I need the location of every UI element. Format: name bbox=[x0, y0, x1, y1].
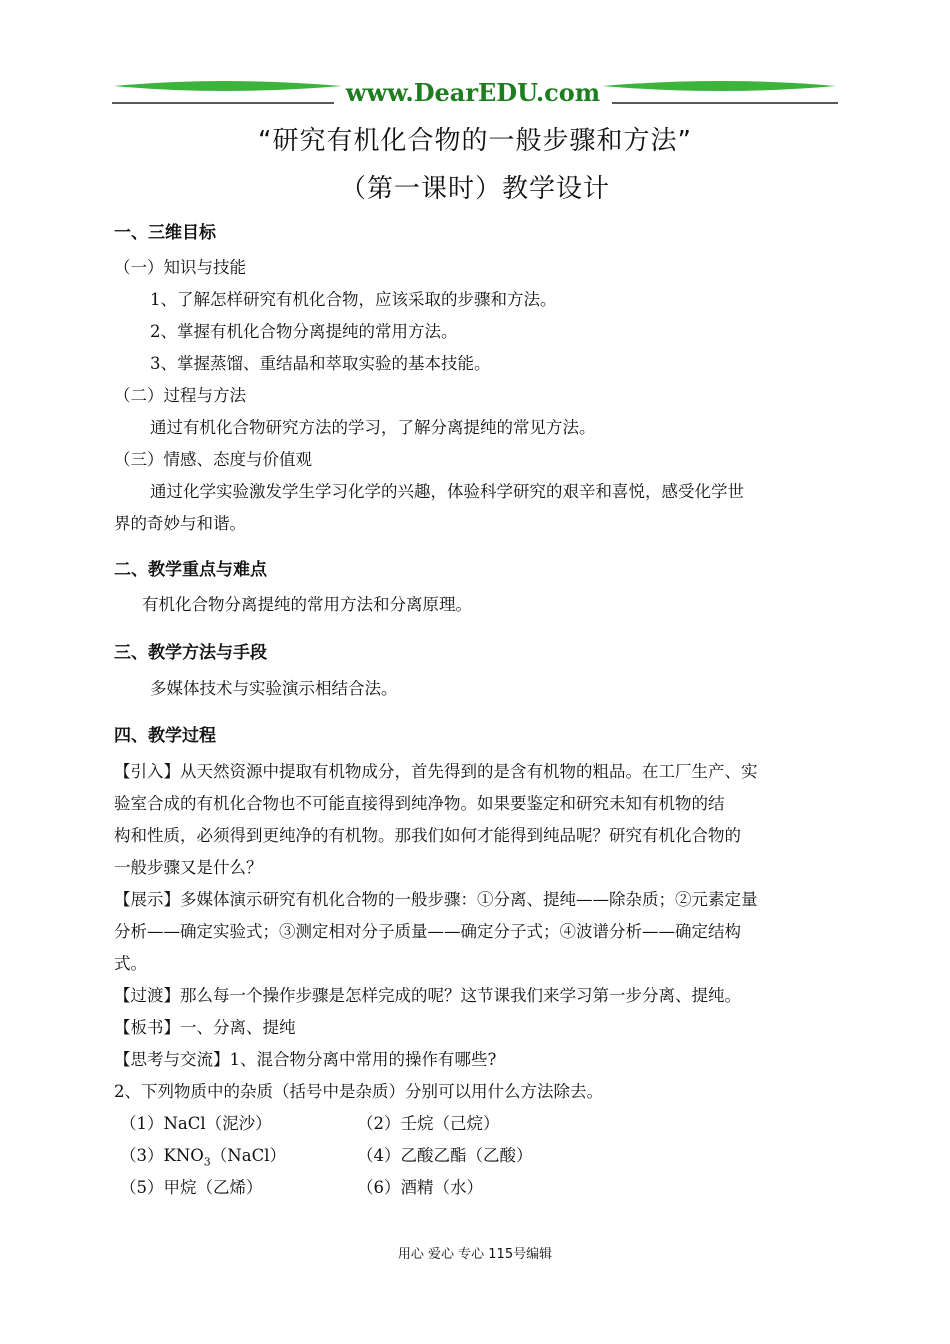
think-text: 1、混合物分离中常用的操作有哪些? bbox=[229, 1050, 497, 1069]
sub-heading-process: （二）过程与方法 bbox=[114, 386, 246, 405]
question-2: 2、下列物质中的杂质（括号中是杂质）分别可以用什么方法除去。 bbox=[114, 1082, 603, 1101]
show-line-2: 分析——确定实验式；③测定相对分子质量——确定分子式；④波谱分析——确定结构 bbox=[114, 922, 741, 941]
pair-1-b: （2）壬烷（己烷） bbox=[357, 1114, 500, 1133]
board-line bbox=[114, 1012, 296, 1044]
intro-line-2: 验室合成的有机化合物也不可能直接得到纯净物。如果要鉴定和研究未知有机物的结 bbox=[114, 794, 725, 813]
knowledge-item-2: 2、掌握有机化合物分离提纯的常用方法。 bbox=[150, 322, 458, 341]
show-tag: 【展示】 bbox=[114, 890, 180, 909]
transition-tag: 【过渡】 bbox=[114, 986, 180, 1005]
pair-2-a-sub: 3 bbox=[203, 1155, 211, 1169]
pair-2-a-post: （NaCl） bbox=[210, 1146, 286, 1165]
right-leaf-icon bbox=[602, 81, 836, 91]
board-tag: 【板书】 bbox=[114, 1018, 180, 1037]
think-tag: 【思考与交流】 bbox=[114, 1050, 230, 1069]
section3-heading: 三、教学方法与手段 bbox=[114, 643, 267, 663]
pair-3-a: （5）甲烷（乙烯） bbox=[120, 1178, 263, 1197]
show-line-1 bbox=[114, 884, 758, 916]
intro-text-1: 从天然资源中提取有机物成分，首先得到的是含有机物的粗品。在工厂生产、实 bbox=[180, 762, 758, 781]
attitude-text-line2: 界的奇妙与和谐。 bbox=[114, 514, 246, 533]
left-leaf-icon bbox=[114, 81, 342, 91]
site-banner bbox=[112, 74, 838, 114]
transition-text: 那么每一个操作步骤是怎样完成的呢？这节课我们来学习第一步分离、提纯。 bbox=[180, 986, 741, 1005]
knowledge-item-1: 1、了解怎样研究有机化合物，应该采取的步骤和方法。 bbox=[150, 290, 557, 309]
pair-2-a-pre: （3）KNO bbox=[120, 1146, 204, 1165]
show-text-1: 多媒体演示研究有机化合物的一般步骤：①分离、提纯——除杂质；②元素定量 bbox=[180, 890, 758, 909]
knowledge-item-3: 3、掌握蒸馏、重结晶和萃取实验的基本技能。 bbox=[150, 354, 491, 373]
pair-3-b: （6）酒精（水） bbox=[357, 1178, 483, 1197]
process-text: 通过有机化合物研究方法的学习，了解分离提纯的常见方法。 bbox=[150, 418, 596, 437]
section3-text: 多媒体技术与实验演示相结合法。 bbox=[150, 679, 398, 698]
pair-2-b: （4）乙酸乙酯（乙酸） bbox=[357, 1146, 533, 1165]
attitude-text-line1: 通过化学实验激发学生学习化学的兴趣，体验科学研究的艰辛和喜悦，感受化学世 bbox=[150, 482, 744, 501]
intro-line-3: 构和性质，必须得到更纯净的有机物。那我们如何才能得到纯品呢？研究有机化合物的 bbox=[114, 826, 741, 845]
show-line-3: 式。 bbox=[114, 954, 147, 973]
section1-heading: 一、三维目标 bbox=[114, 223, 216, 243]
section2-text: 有机化合物分离提纯的常用方法和分离原理。 bbox=[142, 595, 472, 614]
transition-line bbox=[114, 980, 741, 1012]
doc-title-line2: （第一课时）教学设计 bbox=[339, 174, 610, 204]
section4-heading: 四、教学过程 bbox=[114, 726, 216, 746]
page-footer: 用心 爱心 专心 115号编辑 bbox=[397, 1247, 553, 1262]
board-text: 一、分离、提纯 bbox=[180, 1018, 296, 1037]
site-logo-text: www.DearEDU.com bbox=[345, 78, 601, 107]
intro-line-4: 一般步骤又是什么？ bbox=[114, 858, 263, 877]
doc-title-line1: “研究有机化合物的一般步骤和方法” bbox=[258, 126, 692, 156]
pair-1-a: （1）NaCl（泥沙） bbox=[120, 1114, 272, 1133]
intro-tag: 【引入】 bbox=[114, 762, 180, 781]
section2-heading: 二、教学重点与难点 bbox=[114, 560, 267, 580]
think-line bbox=[114, 1044, 496, 1076]
sub-heading-attitude: （三）情感、态度与价值观 bbox=[114, 450, 312, 469]
intro-line-1 bbox=[114, 756, 758, 788]
sub-heading-knowledge: （一）知识与技能 bbox=[114, 258, 246, 277]
